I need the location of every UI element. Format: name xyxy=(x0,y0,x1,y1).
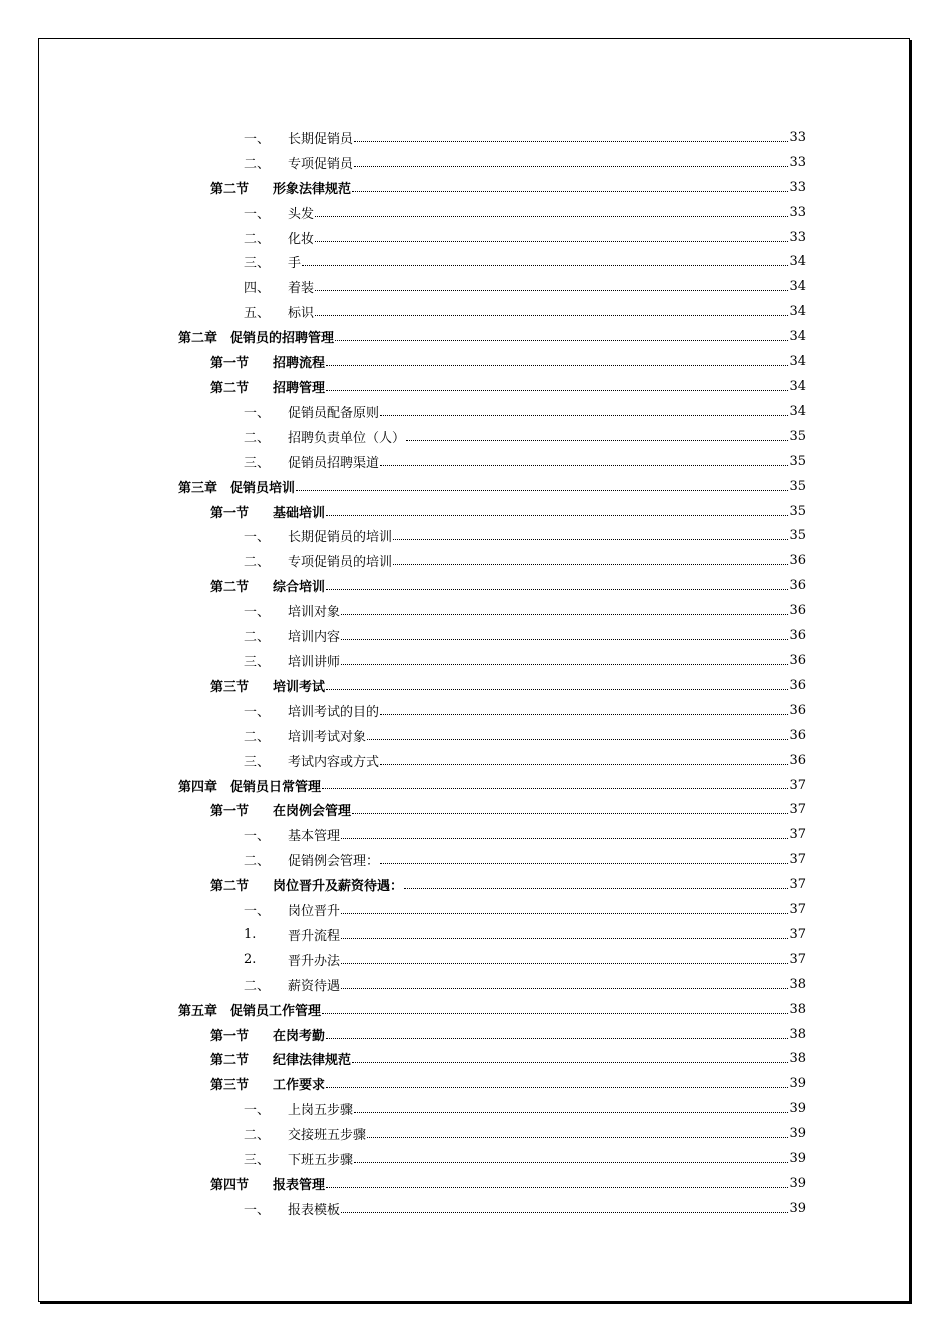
toc-entry-title: 基础培训 xyxy=(273,505,326,521)
toc-entry[interactable] xyxy=(178,125,806,150)
toc-entry[interactable] xyxy=(178,822,806,847)
dot-leader xyxy=(367,738,788,740)
toc-entry-page-number: 37 xyxy=(789,777,806,793)
dot-leader xyxy=(315,289,788,291)
toc-entry-number: 第五章 xyxy=(178,1003,218,1019)
dot-leader xyxy=(380,464,788,466)
toc-entry-title: 促销员日常管理 xyxy=(230,779,322,795)
toc-entry-title: 促销员培训 xyxy=(230,480,296,496)
toc-entry-page-number: 33 xyxy=(789,204,806,220)
toc-entry-page-number: 33 xyxy=(789,229,806,245)
toc-entry-title: 招聘负责单位（人） xyxy=(288,430,406,446)
toc-entry-page-number: 36 xyxy=(789,702,806,718)
toc-entry-number: 一、 xyxy=(244,131,271,147)
toc-entry[interactable] xyxy=(178,1146,806,1171)
toc-entry[interactable] xyxy=(178,573,806,598)
dot-leader xyxy=(315,215,788,217)
toc-entry-title: 专项促销员的培训 xyxy=(288,555,393,571)
toc-entry-title: 薪资待遇 xyxy=(288,978,341,994)
toc-entry-page-number: 34 xyxy=(789,304,806,320)
toc-entry-number: 一、 xyxy=(244,904,271,920)
toc-entry[interactable] xyxy=(178,524,806,549)
dot-leader xyxy=(367,1136,788,1138)
dot-leader xyxy=(352,190,788,192)
dot-leader xyxy=(380,414,788,416)
toc-entry-number: 三、 xyxy=(244,455,271,471)
toc-entry-page-number: 38 xyxy=(789,1026,806,1042)
toc-entry-title: 手 xyxy=(288,256,302,272)
toc-entry[interactable] xyxy=(178,299,806,324)
toc-entry[interactable] xyxy=(178,1022,806,1047)
toc-entry[interactable] xyxy=(178,474,806,499)
toc-entry-number: 一、 xyxy=(244,1202,271,1218)
toc-entry-number: 第三节 xyxy=(210,679,250,695)
toc-entry-title: 培训对象 xyxy=(288,605,341,621)
toc-entry[interactable] xyxy=(178,1121,806,1146)
toc-entry[interactable] xyxy=(178,349,806,374)
toc-entry[interactable] xyxy=(178,748,806,773)
toc-entry-number: 二、 xyxy=(244,156,271,172)
toc-entry-title: 晋升流程 xyxy=(288,928,341,944)
dot-leader xyxy=(380,862,788,864)
toc-entry-title: 专项促销员 xyxy=(288,156,354,172)
toc-entry[interactable] xyxy=(178,1196,806,1221)
dot-leader xyxy=(326,1037,788,1039)
toc-entry-page-number: 36 xyxy=(789,578,806,594)
toc-entry-title: 培训考试 xyxy=(273,679,326,695)
toc-entry-page-number: 37 xyxy=(789,951,806,967)
toc-entry-number: 一、 xyxy=(244,206,271,222)
toc-entry-page-number: 34 xyxy=(789,329,806,345)
toc-entry-title: 促销员招聘渠道 xyxy=(288,455,380,471)
toc-entry-page-number: 37 xyxy=(789,926,806,942)
toc-entry-title: 促销员配备原则 xyxy=(288,405,380,421)
toc-entry-page-number: 35 xyxy=(789,503,806,519)
toc-entry[interactable] xyxy=(178,449,806,474)
toc-entry[interactable] xyxy=(178,225,806,250)
dot-leader xyxy=(302,264,788,266)
toc-entry[interactable] xyxy=(178,1171,806,1196)
toc-entry-number: 二、 xyxy=(244,978,271,994)
toc-entry-page-number: 36 xyxy=(789,752,806,768)
toc-entry-title: 培训考试的目的 xyxy=(288,704,380,720)
dot-leader xyxy=(354,1111,788,1113)
dot-leader xyxy=(354,165,788,167)
table-of-contents xyxy=(178,125,806,1221)
dot-leader xyxy=(341,937,788,939)
toc-entry-number: 第二节 xyxy=(210,181,250,197)
toc-entry[interactable] xyxy=(178,250,806,275)
toc-entry-page-number: 37 xyxy=(789,877,806,893)
toc-entry-title: 岗位晋升 xyxy=(288,904,341,920)
dot-leader xyxy=(406,439,788,441)
toc-entry-number: 1. xyxy=(244,926,257,942)
toc-entry[interactable] xyxy=(178,548,806,573)
dot-leader xyxy=(352,1061,788,1063)
toc-entry-title: 长期促销员的培训 xyxy=(288,530,393,546)
toc-entry-page-number: 38 xyxy=(789,976,806,992)
toc-entry-number: 二、 xyxy=(244,729,271,745)
toc-entry-page-number: 39 xyxy=(789,1151,806,1167)
dot-leader xyxy=(341,987,788,989)
toc-entry-title: 化妆 xyxy=(288,231,315,247)
toc-entry-title: 培训考试对象 xyxy=(288,729,367,745)
toc-entry-page-number: 39 xyxy=(789,1200,806,1216)
toc-entry-page-number: 38 xyxy=(789,1001,806,1017)
toc-entry-number: 三、 xyxy=(244,654,271,670)
toc-entry-number: 五、 xyxy=(244,306,271,322)
dot-leader xyxy=(341,613,788,615)
toc-entry-number: 三、 xyxy=(244,1153,271,1169)
toc-entry[interactable] xyxy=(178,648,806,673)
toc-entry-number: 三、 xyxy=(244,256,271,272)
toc-entry-page-number: 34 xyxy=(789,279,806,295)
toc-entry-title: 交接班五步骤 xyxy=(288,1128,367,1144)
toc-entry-page-number: 33 xyxy=(789,129,806,145)
toc-entry-number: 第一节 xyxy=(210,356,250,372)
toc-entry-page-number: 34 xyxy=(789,403,806,419)
toc-entry[interactable] xyxy=(178,1096,806,1121)
toc-entry[interactable] xyxy=(178,499,806,524)
toc-entry-page-number: 37 xyxy=(789,827,806,843)
toc-entry[interactable] xyxy=(178,424,806,449)
toc-entry-title: 晋升办法 xyxy=(288,953,341,969)
toc-entry-page-number: 36 xyxy=(789,553,806,569)
toc-entry-number: 第二章 xyxy=(178,331,218,347)
toc-entry-title: 报表模板 xyxy=(288,1202,341,1218)
toc-entry[interactable] xyxy=(178,947,806,972)
toc-entry[interactable] xyxy=(178,1071,806,1096)
toc-entry-page-number: 33 xyxy=(789,154,806,170)
toc-entry-title: 培训内容 xyxy=(288,630,341,646)
toc-entry-number: 二、 xyxy=(244,630,271,646)
dot-leader xyxy=(341,962,788,964)
toc-entry-number: 一、 xyxy=(244,405,271,421)
toc-entry-title: 形象法律规范 xyxy=(273,181,352,197)
dot-leader xyxy=(380,763,788,765)
toc-entry-number: 第四章 xyxy=(178,779,218,795)
dot-leader xyxy=(352,812,788,814)
toc-entry-page-number: 37 xyxy=(789,902,806,918)
toc-entry-title: 报表管理 xyxy=(273,1178,326,1194)
toc-entry-number: 第三章 xyxy=(178,480,218,496)
toc-entry-page-number: 38 xyxy=(789,1051,806,1067)
toc-entry-title: 头发 xyxy=(288,206,315,222)
toc-entry[interactable] xyxy=(178,897,806,922)
toc-entry-page-number: 39 xyxy=(789,1176,806,1192)
dot-leader xyxy=(341,1211,788,1213)
toc-entry-number: 第二节 xyxy=(210,580,250,596)
toc-entry[interactable] xyxy=(178,922,806,947)
toc-entry-page-number: 34 xyxy=(789,254,806,270)
toc-entry-number: 一、 xyxy=(244,605,271,621)
toc-entry-page-number: 39 xyxy=(789,1101,806,1117)
dot-leader xyxy=(354,1161,788,1163)
toc-entry-number: 2. xyxy=(244,951,257,967)
dot-leader xyxy=(341,912,788,914)
toc-entry-title: 促销员工作管理 xyxy=(230,1003,322,1019)
toc-entry-title: 招聘管理 xyxy=(273,381,326,397)
toc-entry[interactable] xyxy=(178,598,806,623)
toc-entry-number: 二、 xyxy=(244,231,271,247)
dot-leader xyxy=(354,140,788,142)
toc-entry-number: 二、 xyxy=(244,430,271,446)
toc-entry-number: 第二节 xyxy=(210,879,250,895)
dot-leader xyxy=(326,514,788,516)
toc-entry-title: 综合培训 xyxy=(273,580,326,596)
dot-leader xyxy=(393,563,788,565)
dot-leader xyxy=(341,638,788,640)
toc-entry-title: 促销员的招聘管理 xyxy=(230,331,335,347)
dot-leader xyxy=(326,588,788,590)
toc-entry-number: 第一节 xyxy=(210,505,250,521)
toc-entry[interactable] xyxy=(178,399,806,424)
toc-entry-title: 长期促销员 xyxy=(288,131,354,147)
toc-entry-title: 考试内容或方式 xyxy=(288,754,380,770)
dot-leader xyxy=(315,314,788,316)
toc-entry-page-number: 35 xyxy=(789,478,806,494)
toc-entry-page-number: 39 xyxy=(789,1076,806,1092)
toc-entry[interactable] xyxy=(178,773,806,798)
toc-entry-page-number: 36 xyxy=(789,677,806,693)
toc-entry-page-number: 34 xyxy=(789,354,806,370)
toc-entry-page-number: 37 xyxy=(789,802,806,818)
toc-entry-page-number: 36 xyxy=(789,652,806,668)
dot-leader xyxy=(326,688,788,690)
toc-entry[interactable] xyxy=(178,1047,806,1072)
toc-entry[interactable] xyxy=(178,623,806,648)
toc-entry-page-number: 35 xyxy=(789,428,806,444)
toc-entry-number: 四、 xyxy=(244,281,271,297)
toc-entry[interactable] xyxy=(178,698,806,723)
toc-entry-title: 纪律法律规范 xyxy=(273,1053,352,1069)
dot-leader xyxy=(326,1186,788,1188)
toc-entry-title: 基本管理 xyxy=(288,829,341,845)
dot-leader xyxy=(341,663,788,665)
toc-entry[interactable] xyxy=(178,200,806,225)
toc-entry-title: 在岗考勤 xyxy=(273,1028,326,1044)
toc-entry-number: 一、 xyxy=(244,704,271,720)
dot-leader xyxy=(296,489,788,491)
toc-entry-number: 二、 xyxy=(244,854,271,870)
toc-entry-number: 第四节 xyxy=(210,1178,250,1194)
toc-entry[interactable] xyxy=(178,274,806,299)
toc-entry-number: 一、 xyxy=(244,829,271,845)
toc-entry[interactable] xyxy=(178,324,806,349)
toc-entry[interactable] xyxy=(178,972,806,997)
dot-leader xyxy=(326,389,788,391)
dot-leader xyxy=(341,837,788,839)
toc-entry-page-number: 35 xyxy=(789,453,806,469)
toc-entry-number: 第一节 xyxy=(210,804,250,820)
toc-entry[interactable] xyxy=(178,673,806,698)
toc-entry-number: 第二节 xyxy=(210,1053,250,1069)
toc-entry[interactable] xyxy=(178,723,806,748)
dot-leader xyxy=(393,538,788,540)
toc-entry-title: 在岗例会管理 xyxy=(273,804,352,820)
toc-entry-number: 一、 xyxy=(244,1103,271,1119)
toc-entry-page-number: 36 xyxy=(789,603,806,619)
toc-entry-page-number: 37 xyxy=(789,852,806,868)
toc-entry-number: 二、 xyxy=(244,555,271,571)
toc-entry[interactable] xyxy=(178,175,806,200)
dot-leader xyxy=(380,713,788,715)
toc-entry-title: 培训讲师 xyxy=(288,654,341,670)
dot-leader xyxy=(335,339,788,341)
toc-entry-page-number: 36 xyxy=(789,727,806,743)
toc-entry-title: 促销例会管理： xyxy=(288,854,380,870)
toc-entry[interactable] xyxy=(178,872,806,897)
toc-entry[interactable] xyxy=(178,374,806,399)
toc-entry-title: 标识 xyxy=(288,306,315,322)
toc-entry-title: 招聘流程 xyxy=(273,356,326,372)
toc-entry-page-number: 36 xyxy=(789,628,806,644)
dot-leader xyxy=(404,887,788,889)
toc-entry-title: 岗位晋升及薪资待遇： xyxy=(273,879,404,895)
dot-leader xyxy=(315,240,788,242)
dot-leader xyxy=(326,364,788,366)
toc-entry[interactable] xyxy=(178,997,806,1022)
toc-entry-title: 着装 xyxy=(288,281,315,297)
toc-entry-title: 工作要求 xyxy=(273,1078,326,1094)
dot-leader xyxy=(322,787,788,789)
toc-entry[interactable] xyxy=(178,150,806,175)
dot-leader xyxy=(322,1012,788,1014)
toc-entry-title: 下班五步骤 xyxy=(288,1153,354,1169)
toc-entry-number: 一、 xyxy=(244,530,271,546)
toc-entry[interactable] xyxy=(178,847,806,872)
toc-entry-number: 三、 xyxy=(244,754,271,770)
toc-entry-number: 二、 xyxy=(244,1128,271,1144)
toc-entry-title: 上岗五步骤 xyxy=(288,1103,354,1119)
toc-entry-number: 第二节 xyxy=(210,381,250,397)
toc-entry-page-number: 39 xyxy=(789,1126,806,1142)
toc-entry-page-number: 33 xyxy=(789,179,806,195)
dot-leader xyxy=(326,1086,788,1088)
toc-entry-number: 第一节 xyxy=(210,1028,250,1044)
toc-entry-page-number: 35 xyxy=(789,528,806,544)
toc-entry[interactable] xyxy=(178,797,806,822)
toc-entry-number: 第三节 xyxy=(210,1078,250,1094)
toc-entry-page-number: 34 xyxy=(789,379,806,395)
